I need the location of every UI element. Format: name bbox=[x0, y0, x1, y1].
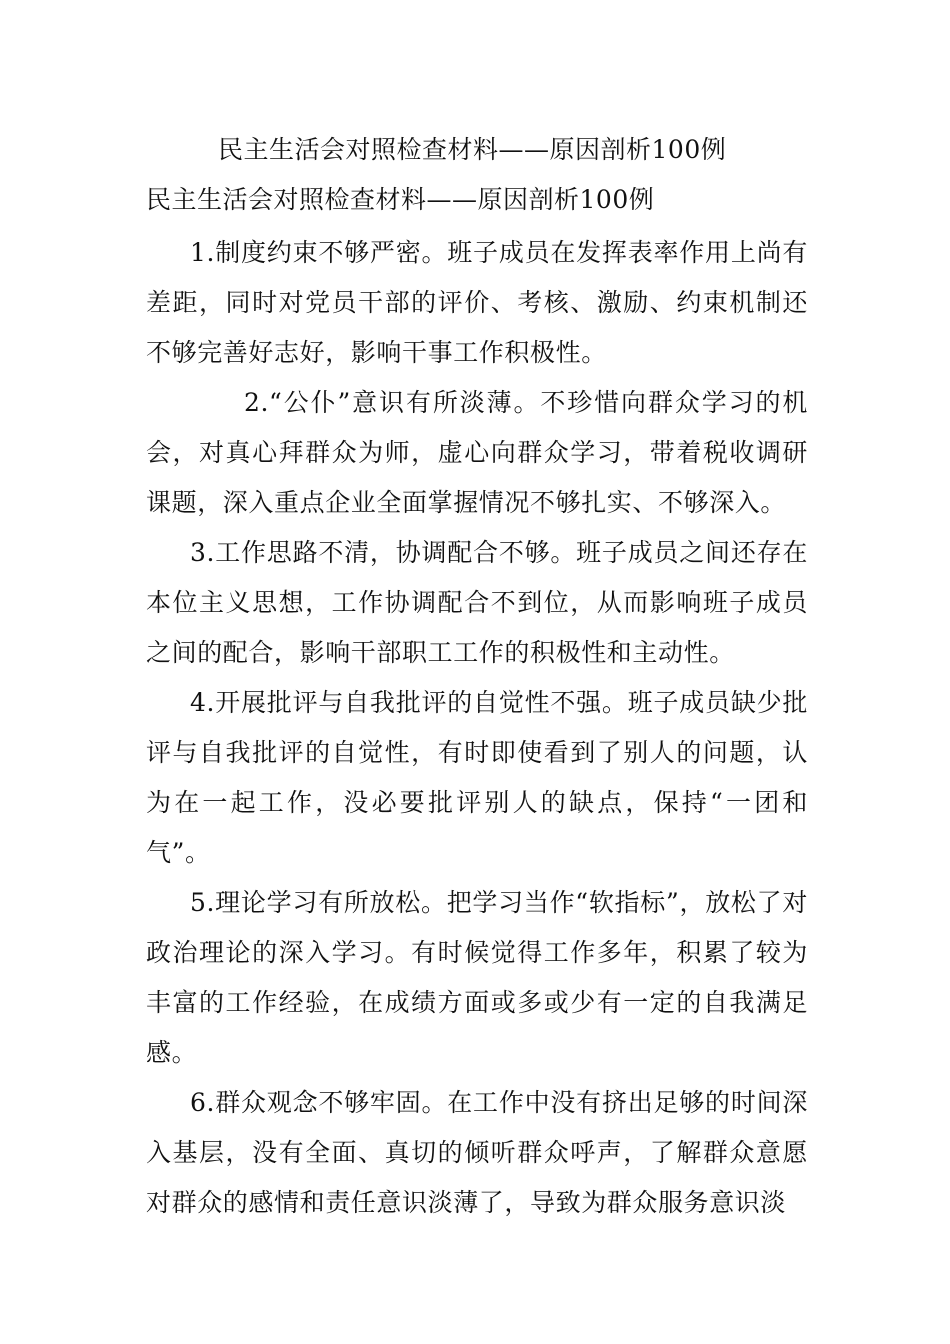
paragraph-1: 1.制度约束不够严密。班子成员在发挥表率作用上尚有差距，同时对党员干部的评价、考核、激励、约束机制还不够完善好志好，影响干事工作积极性。 bbox=[146, 238, 808, 367]
paragraph-4: 4.开展批评与自我批评的自觉性不强。班子成员缺少批评与自我批评的自觉性，有时即使看到了别人的问题，认为在一起工作，没必要批评别人的缺点，保持“一团和气”。 bbox=[146, 688, 808, 867]
paragraph-3: 3.工作思路不清，协调配合不够。班子成员之间还存在本位主义思想，工作协调配合不到位，从而影响班子成员之间的配合，影响干部职工工作的积极性和主动性。 bbox=[146, 538, 808, 667]
document-body bbox=[146, 228, 808, 1228]
document-title: 民主生活会对照检查材料——原因剖析100例 bbox=[218, 135, 727, 164]
document-subtitle: 民主生活会对照检查材料——原因剖析100例 bbox=[146, 185, 655, 214]
paragraph-6: 6.群众观念不够牢固。在工作中没有挤出足够的时间深入基层，没有全面、真切的倾听群众呼声，了解群众意愿对群众的感情和责任意识淡薄了，导致为群众服务意识淡 bbox=[146, 1088, 808, 1217]
paragraph-2: 2.“公仆”意识有所淡薄。不珍惜向群众学习的机会，对真心拜群众为师，虚心向群众学习，带着税收调研课题，深入重点企业全面掌握情况不够扎实、不够深入。 bbox=[146, 388, 808, 517]
paragraph-5: 5.理论学习有所放松。把学习当作“软指标”，放松了对政治理论的深入学习。有时候觉得工作多年，积累了较为丰富的工作经验，在成绩方面或多或少有一定的自我满足感。 bbox=[146, 888, 808, 1067]
